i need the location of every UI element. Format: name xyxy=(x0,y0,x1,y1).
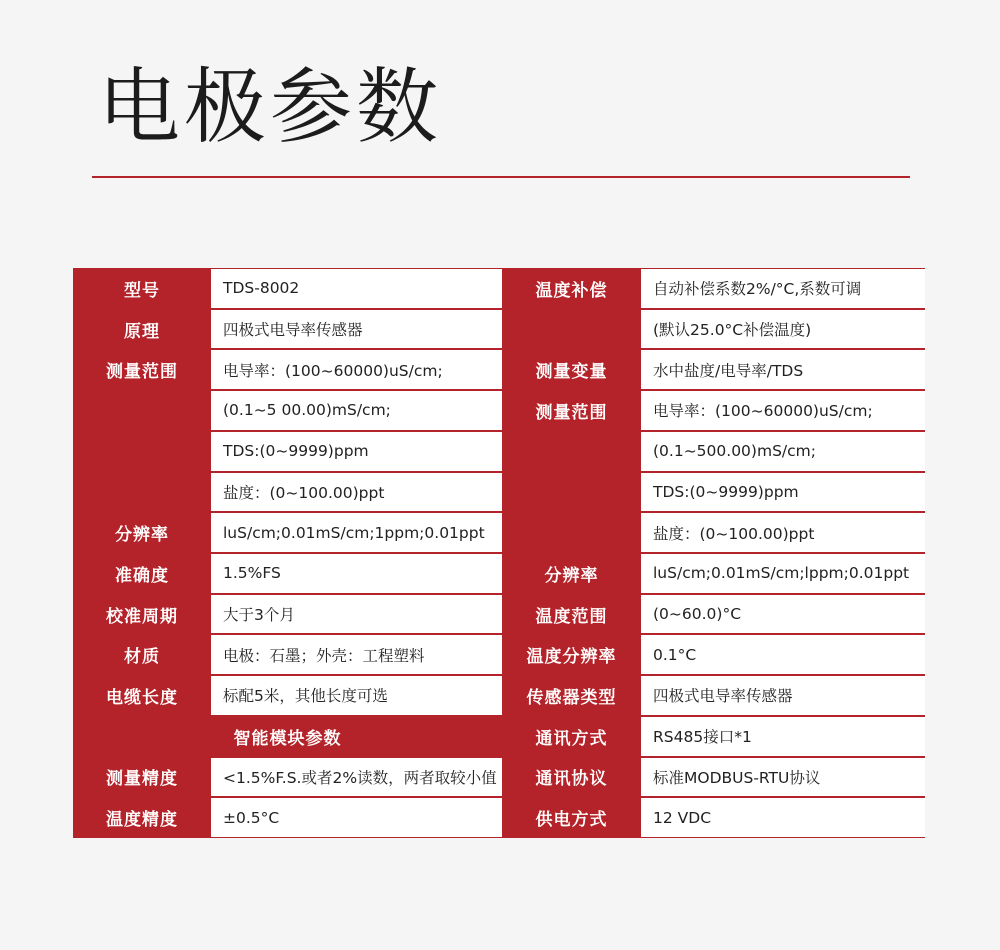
spec-label: 通讯方式 xyxy=(502,716,641,757)
spec-value: (0.1~500.00)mS/cm; xyxy=(641,431,925,472)
spec-label: 电缆长度 xyxy=(73,675,211,716)
spec-value: 电极：石墨；外壳：工程塑料 xyxy=(211,634,502,675)
spec-value: (0~60.0)°C xyxy=(641,594,925,635)
spec-value: 电导率：(100~60000)uS/cm; xyxy=(641,390,925,431)
spec-label: 温度补偿 xyxy=(502,268,641,309)
spec-value: 自动补偿系数2%/°C,系数可调 xyxy=(641,268,925,309)
spec-label: 测量范围 xyxy=(73,349,211,390)
spec-label: 准确度 xyxy=(73,553,211,594)
spec-value: 盐度：(0~100.00)ppt xyxy=(211,472,502,513)
spec-value: <1.5%F.S.或者2%读数，两者取较小值 xyxy=(211,757,502,798)
spec-label xyxy=(502,472,641,513)
spec-value: (默认25.0°C补偿温度) xyxy=(641,309,925,350)
spec-label: 测量变量 xyxy=(502,349,641,390)
spec-value: 四极式电导率传感器 xyxy=(641,675,925,716)
spec-label: 材质 xyxy=(73,634,211,675)
spec-value: (0.1~5 00.00)mS/cm; xyxy=(211,390,502,431)
spec-label: 通讯协议 xyxy=(502,757,641,798)
spec-value: luS/cm;0.01mS/cm;1ppm;0.01ppt xyxy=(211,512,502,553)
spec-value: 水中盐度/电导率/TDS xyxy=(641,349,925,390)
spec-label xyxy=(73,431,211,472)
spec-label: 供电方式 xyxy=(502,797,641,838)
spec-label xyxy=(502,309,641,350)
page-title: 电极参数 xyxy=(98,60,443,155)
spec-value: 标配5米，其他长度可选 xyxy=(211,675,502,716)
spec-label: 测量精度 xyxy=(73,757,211,798)
spec-label: 校准周期 xyxy=(73,594,211,635)
title-divider xyxy=(92,176,910,178)
spec-value: TDS-8002 xyxy=(211,268,502,309)
spec-value: ±0.5°C xyxy=(211,797,502,838)
spec-value: 0.1°C xyxy=(641,634,925,675)
spec-value: luS/cm;0.01mS/cm;lppm;0.01ppt xyxy=(641,553,925,594)
spec-value: RS485接口*1 xyxy=(641,716,925,757)
spec-value: 电导率：(100~60000)uS/cm; xyxy=(211,349,502,390)
spec-label: 分辨率 xyxy=(73,512,211,553)
spec-label xyxy=(73,472,211,513)
spec-label: 温度范围 xyxy=(502,594,641,635)
spec-value: 盐度：(0~100.00)ppt xyxy=(641,512,925,553)
spec-value: 12 VDC xyxy=(641,797,925,838)
spec-label: 原理 xyxy=(73,309,211,350)
spec-label: 型号 xyxy=(73,268,211,309)
spec-value: 四极式电导率传感器 xyxy=(211,309,502,350)
spec-value: 大于3个月 xyxy=(211,594,502,635)
spec-label xyxy=(502,512,641,553)
spec-label: 传感器类型 xyxy=(502,675,641,716)
spec-value: TDS:(0~9999)ppm xyxy=(211,431,502,472)
spec-value: 标准MODBUS-RTU协议 xyxy=(641,757,925,798)
spec-value: 1.5%FS xyxy=(211,553,502,594)
spec-label xyxy=(502,431,641,472)
spec-table xyxy=(73,268,925,838)
spec-value: TDS:(0~9999)ppm xyxy=(641,472,925,513)
section-header-smart-module: 智能模块参数 xyxy=(73,716,502,757)
spec-label xyxy=(73,390,211,431)
spec-label: 测量范围 xyxy=(502,390,641,431)
spec-label: 温度精度 xyxy=(73,797,211,838)
spec-label: 分辨率 xyxy=(502,553,641,594)
spec-label: 温度分辨率 xyxy=(502,634,641,675)
